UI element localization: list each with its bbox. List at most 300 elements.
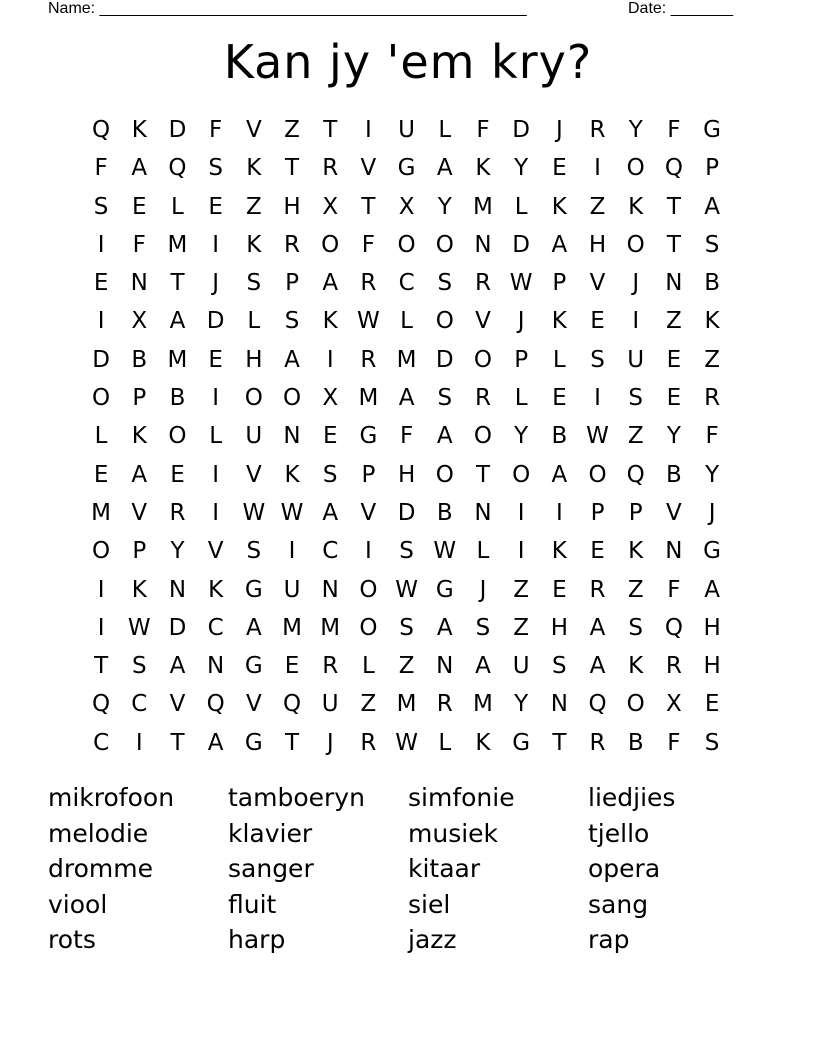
grid-cell: P (705, 155, 720, 182)
word-list-item: kitaar (408, 854, 481, 883)
grid-cell: O (359, 614, 378, 641)
grid-row (82, 571, 731, 609)
grid-cell: L (94, 423, 108, 450)
grid-cell: A (436, 155, 453, 182)
grid-cell: F (667, 729, 681, 756)
grid-cell: M (396, 691, 417, 718)
page-title: Kan jy 'em kry? (223, 35, 593, 89)
grid-row (82, 494, 731, 532)
word-list-item: tjello (588, 818, 650, 848)
grid-cell: N (168, 576, 187, 603)
word-list-item: rap (588, 925, 630, 954)
grid-cell: Y (628, 117, 643, 143)
grid-cell: O (435, 231, 454, 258)
grid-cell: I (555, 499, 563, 526)
grid-cell: I (212, 231, 220, 258)
grid-cell: P (590, 499, 605, 526)
word-list-item: melodie (48, 818, 149, 848)
grid-cell: E (284, 653, 300, 680)
grid-cell: W (357, 308, 380, 335)
grid-cell: K (475, 155, 491, 182)
grid-cell: K (551, 193, 567, 220)
grid-cell: K (208, 576, 224, 603)
grid-cell: Q (588, 691, 607, 718)
word-list-item: sang (588, 889, 649, 919)
word-list-item: musiek (408, 818, 499, 848)
word-list-item: siel (408, 889, 451, 919)
grid-cell: A (398, 385, 415, 412)
grid-cell: S (208, 155, 223, 182)
grid-cell: K (704, 308, 720, 335)
grid-cell: T (475, 461, 490, 488)
grid-cell: H (245, 346, 263, 373)
grid-cell: Z (704, 346, 720, 373)
grid-cell: S (399, 614, 414, 641)
grid-cell: Z (245, 193, 262, 220)
grid-cell: L (514, 193, 528, 220)
grid-cell: W (395, 576, 418, 603)
grid-cell: P (361, 461, 376, 488)
grid-cell: J (479, 576, 487, 603)
grid-cell: E (93, 270, 109, 297)
grid-cell: A (322, 499, 339, 526)
grid-cell: R (284, 231, 301, 258)
grid-cell: G (512, 729, 531, 756)
grid-cell: G (359, 423, 378, 450)
grid-cell: O (473, 423, 493, 450)
grid-cell: P (285, 270, 299, 297)
grid-cell: O (435, 461, 454, 488)
grid-cell: N (283, 423, 301, 450)
grid-cell: A (245, 614, 262, 641)
grid-cell: M (473, 193, 493, 220)
grid-cell: A (589, 614, 606, 641)
grid-cell: U (512, 653, 530, 680)
grid-cell: I (97, 576, 105, 603)
grid-cell: D (512, 231, 531, 258)
grid-cell: T (666, 193, 681, 220)
grid-cell: I (632, 308, 640, 335)
grid-cell: L (514, 385, 528, 412)
grid-row (82, 647, 731, 685)
grid-cell: I (517, 499, 525, 526)
grid-cell: F (667, 117, 681, 143)
word-list-item: klavier (228, 818, 313, 848)
word-list-item: opera (588, 854, 661, 883)
grid-cell: M (282, 614, 302, 641)
grid-cell: G (244, 576, 263, 603)
grid-cell: Z (360, 691, 377, 718)
grid-cell: V (245, 691, 262, 718)
grid-cell: S (131, 653, 147, 680)
grid-cell: N (665, 538, 683, 565)
grid-cell: L (209, 423, 223, 450)
grid-cell: T (552, 729, 567, 756)
grid-cell: I (212, 499, 220, 526)
grid-cell: Z (666, 308, 682, 335)
grid-cell: H (397, 461, 416, 488)
grid-cell: V (245, 461, 262, 488)
grid-cell: S (704, 729, 720, 756)
grid-cell: R (360, 270, 377, 297)
grid-row (82, 532, 731, 570)
grid-row (82, 149, 731, 187)
grid-cell: F (399, 423, 414, 450)
grid-cell: W (395, 729, 418, 756)
grid-cell: V (475, 308, 491, 335)
grid-cell: B (131, 346, 148, 373)
grid-cell: A (169, 653, 186, 680)
grid-cell: N (474, 499, 492, 526)
grid-cell: S (246, 270, 262, 297)
grid-cell: O (397, 231, 416, 258)
word-list-item: viool (48, 889, 108, 919)
grid-cell: N (207, 653, 225, 680)
grid-cell: A (131, 461, 148, 488)
name-line: Name: ________________________________________________ (48, 0, 527, 17)
grid-cell: A (704, 193, 720, 220)
grid-cell: Z (284, 117, 300, 143)
grid-cell: T (285, 155, 300, 182)
grid-cell: E (552, 155, 567, 182)
grid-cell: Y (514, 155, 529, 182)
grid-cell: X (131, 308, 148, 335)
grid-cell: O (626, 231, 645, 258)
grid-row (82, 264, 731, 302)
grid-cell: B (666, 461, 682, 488)
grid-cell: I (326, 346, 334, 373)
grid-cell: E (666, 385, 682, 412)
grid-cell: I (517, 538, 525, 565)
grid-cell: Z (589, 193, 606, 220)
grid-cell: L (476, 538, 490, 565)
word-list-item: tamboeryn (228, 783, 365, 812)
grid-cell: K (551, 308, 567, 335)
grid-cell: L (247, 308, 261, 335)
grid-cell: R (474, 270, 491, 297)
grid-row (82, 341, 731, 379)
grid-cell: E (552, 385, 567, 412)
grid-cell: D (168, 614, 187, 641)
letter-grid (82, 111, 731, 762)
grid-cell: N (130, 270, 148, 297)
grid-cell: A (589, 653, 606, 680)
grid-cell: M (91, 499, 112, 526)
grid-cell: S (399, 538, 414, 565)
grid-cell: C (398, 270, 415, 297)
grid-cell: T (285, 729, 300, 756)
grid-cell: N (550, 691, 568, 718)
grid-cell: O (626, 155, 645, 182)
grid-cell: Y (514, 691, 529, 718)
grid-cell: K (551, 538, 567, 565)
grid-row (82, 188, 731, 226)
grid-cell: K (475, 729, 491, 756)
grid-cell: R (589, 576, 606, 603)
grid-cell: R (360, 729, 377, 756)
grid-cell: O (168, 423, 187, 450)
grid-cell: B (704, 270, 720, 297)
grid-cell: C (322, 538, 339, 565)
grid-cell: M (167, 346, 188, 373)
grid-cell: M (396, 346, 417, 373)
word-list-item: mikrofoon (48, 783, 175, 812)
grid-cell: O (473, 346, 493, 373)
grid-cell: S (437, 385, 453, 412)
grid-cell: I (594, 385, 601, 412)
grid-cell: R (704, 385, 721, 412)
grid-cell: E (704, 691, 720, 718)
grid-cell: E (322, 423, 338, 450)
grid-cell: J (212, 270, 220, 297)
grid-cell: D (206, 308, 225, 335)
grid-cell: H (588, 231, 607, 258)
grid-cell: K (322, 308, 338, 335)
grid-cell: X (322, 385, 339, 412)
grid-cell: R (322, 155, 339, 182)
grid-cell: S (628, 614, 644, 641)
grid-cell: Y (666, 423, 681, 450)
grid-cell: K (628, 193, 644, 220)
grid-cell: E (590, 308, 605, 335)
grid-cell: Z (398, 653, 415, 680)
grid-cell: C (207, 614, 224, 641)
grid-cell: F (209, 117, 223, 143)
grid-cell: X (322, 193, 339, 220)
grid-cell: L (438, 117, 452, 143)
grid-cell: R (322, 653, 339, 680)
grid-cell: I (212, 461, 220, 488)
grid-cell: U (627, 346, 645, 373)
grid-cell: S (552, 653, 567, 680)
grid-cell: A (551, 231, 568, 258)
grid-cell: E (552, 576, 567, 603)
grid-cell: M (358, 385, 379, 412)
grid-cell: Q (282, 691, 302, 718)
grid-cell: W (127, 614, 151, 641)
grid-cell: D (512, 117, 531, 143)
grid-cell: N (474, 231, 492, 258)
grid-cell: L (400, 308, 413, 335)
grid-cell: O (92, 538, 111, 565)
grid-cell: G (435, 576, 454, 603)
grid-cell: M (320, 614, 341, 641)
grid-cell: L (171, 193, 184, 220)
grid-cell: L (438, 729, 452, 756)
grid-cell: J (517, 308, 525, 335)
grid-cell: D (168, 117, 187, 143)
word-list-item: harp (228, 925, 286, 954)
grid-cell: V (360, 155, 377, 182)
grid-cell: U (245, 423, 263, 450)
grid-row (82, 302, 731, 340)
grid-cell: T (323, 117, 338, 143)
grid-cell: W (586, 423, 609, 450)
grid-cell: A (551, 461, 568, 488)
grid-cell: H (283, 193, 301, 220)
grid-cell: U (321, 691, 339, 718)
grid-cell: A (169, 308, 186, 335)
grid-cell: H (703, 653, 721, 680)
grid-cell: E (170, 461, 185, 488)
grid-cell: V (360, 499, 377, 526)
worksheet-header (48, 0, 748, 20)
grid-cell: Z (627, 576, 644, 603)
grid-cell: B (436, 499, 453, 526)
grid-cell: A (322, 270, 339, 297)
grid-cell: V (245, 117, 262, 143)
grid-cell: S (628, 385, 644, 412)
grid-cell: E (132, 193, 147, 220)
grid-cell: W (242, 499, 266, 526)
grid-cell: C (93, 729, 110, 756)
grid-cell: C (131, 691, 148, 718)
grid-cell: O (512, 461, 531, 488)
grid-cell: F (476, 117, 490, 143)
grid-cell: Q (168, 155, 187, 182)
grid-cell: R (589, 729, 606, 756)
grid-cell: S (590, 346, 605, 373)
word-list-item: fluit (228, 889, 277, 919)
grid-cell: G (703, 538, 721, 565)
grid-cell: O (92, 385, 111, 412)
grid-cell: V (666, 499, 682, 526)
grid-cell: M (473, 691, 493, 718)
grid-cell: Q (664, 614, 683, 641)
grid-cell: O (244, 385, 263, 412)
grid-cell: E (666, 346, 682, 373)
grid-cell: R (474, 385, 491, 412)
grid-cell: I (365, 538, 372, 565)
grid-cell: G (244, 653, 263, 680)
grid-cell: A (475, 653, 491, 680)
grid-cell: K (246, 231, 262, 258)
grid-cell: J (708, 499, 716, 526)
grid-cell: Z (513, 614, 530, 641)
grid-cell: Z (627, 423, 644, 450)
grid-cell: F (94, 155, 108, 182)
grid-cell: A (284, 346, 300, 373)
grid-cell: F (132, 231, 146, 258)
grid-cell: J (632, 270, 640, 297)
grid-cell: R (360, 346, 377, 373)
grid-cell: K (284, 461, 300, 488)
grid-cell: I (97, 308, 105, 335)
grid-cell: R (589, 117, 606, 143)
grid-cell: Z (513, 576, 530, 603)
grid-cell: I (135, 729, 143, 756)
grid-cell: M (167, 231, 188, 258)
grid-cell: Q (626, 461, 645, 488)
grid-cell: W (509, 270, 533, 297)
grid-cell: G (703, 117, 721, 143)
grid-cell: I (594, 155, 601, 182)
grid-cell: K (131, 423, 147, 450)
grid-row (82, 226, 731, 264)
grid-row (82, 609, 731, 647)
grid-cell: O (282, 385, 302, 412)
grid-cell: S (246, 538, 262, 565)
grid-cell: O (435, 308, 454, 335)
grid-cell: L (552, 346, 566, 373)
grid-cell: G (397, 155, 416, 182)
grid-cell: O (626, 691, 645, 718)
grid-cell: E (590, 538, 605, 565)
grid-cell: T (361, 193, 376, 220)
word-list-item: sanger (228, 854, 314, 883)
grid-cell: N (321, 576, 339, 603)
grid-cell: D (435, 346, 454, 373)
grid-cell: V (589, 270, 606, 297)
grid-cell: X (666, 691, 682, 718)
grid-cell: S (322, 461, 338, 488)
grid-cell: A (436, 614, 453, 641)
grid-cell: T (666, 231, 681, 258)
grid-cell: A (704, 576, 720, 603)
grid-cell: U (283, 576, 301, 603)
grid-cell: R (436, 691, 453, 718)
word-list (48, 780, 768, 958)
grid-row (82, 379, 731, 417)
grid-cell: L (361, 653, 375, 680)
grid-cell: Y (437, 193, 452, 220)
grid-cell: N (436, 653, 454, 680)
grid-cell: Q (92, 691, 111, 718)
grid-cell: W (280, 499, 304, 526)
grid-cell: W (433, 538, 457, 565)
grid-cell: Y (170, 538, 185, 565)
grid-cell: X (398, 193, 415, 220)
date-line: Date: _______ (628, 0, 733, 17)
grid-row (82, 685, 731, 723)
grid-cell: D (397, 499, 416, 526)
word-list-item: jazz (408, 925, 457, 954)
grid-cell: T (170, 270, 185, 297)
grid-cell: T (170, 729, 185, 756)
grid-cell: D (92, 346, 110, 373)
grid-cell: G (244, 729, 263, 756)
grid-cell: R (665, 653, 682, 680)
grid-cell: B (627, 729, 644, 756)
grid-cell: R (169, 499, 186, 526)
grid-cell: P (628, 499, 643, 526)
grid-cell: J (555, 117, 563, 143)
grid-cell: P (514, 346, 529, 373)
grid-cell: Q (664, 155, 683, 182)
grid-cell: P (132, 538, 147, 565)
grid-cell: P (132, 385, 147, 412)
grid-row (82, 724, 731, 762)
word-list-item: rots (48, 925, 96, 954)
grid-cell: Y (705, 461, 720, 488)
grid-cell: I (212, 385, 220, 412)
grid-cell: J (326, 729, 334, 756)
grid-cell: I (365, 117, 372, 143)
grid-cell: Q (206, 691, 225, 718)
grid-cell: S (704, 231, 720, 258)
grid-cell: I (97, 614, 105, 641)
grid-cell: I (97, 231, 105, 258)
grid-cell: Q (92, 117, 111, 143)
grid-cell: A (131, 155, 148, 182)
grid-cell: H (550, 614, 568, 641)
grid-row (82, 111, 731, 149)
grid-cell: H (703, 614, 721, 641)
grid-cell: F (361, 231, 376, 258)
grid-cell: T (94, 653, 109, 680)
grid-cell: F (667, 576, 681, 603)
grid-row (82, 417, 731, 455)
